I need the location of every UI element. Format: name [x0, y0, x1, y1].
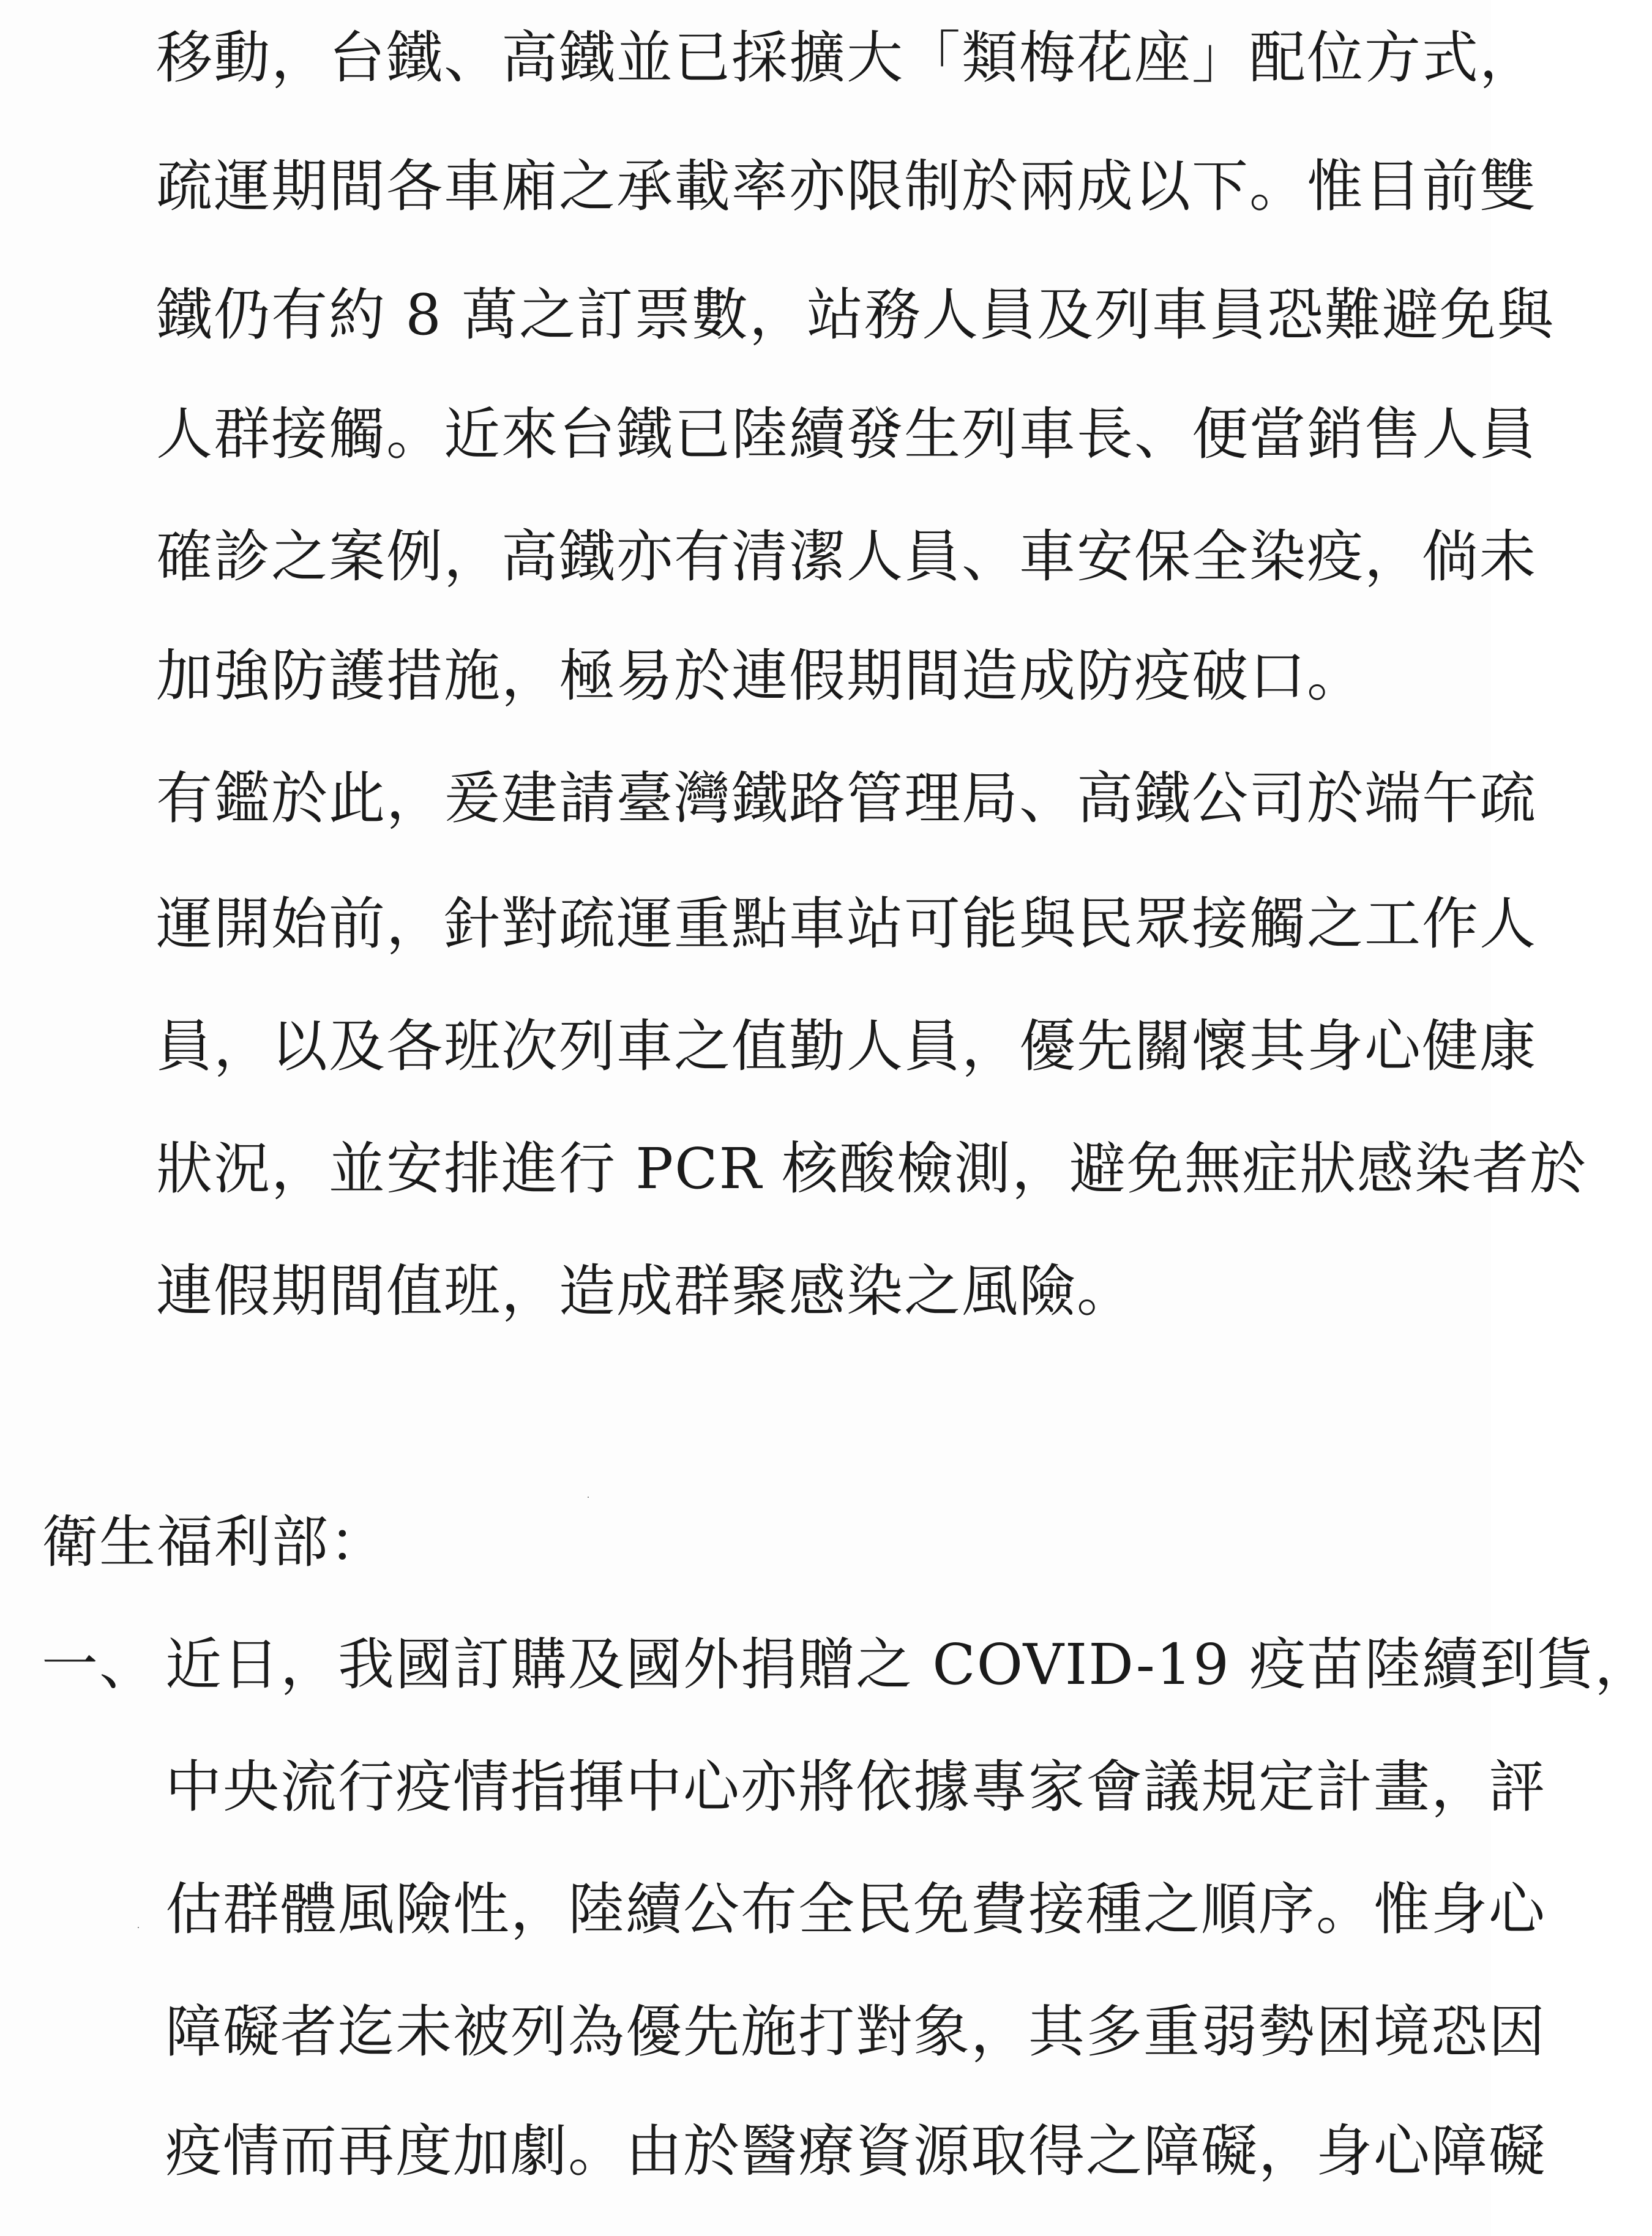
paragraph-1-line-3: 鐵仍有約 8 萬之訂票數，站務人員及列車員恐難避免與 [156, 282, 1555, 348]
paragraph-2-line-3: 員，以及各班次列車之值勤人員，優先關懷其身心健康 [156, 1014, 1538, 1079]
paragraph-1-line-1: 移動，台鐵、高鐵並已採擴大「類梅花座」配位方式， [156, 25, 1538, 91]
paragraph-2-line-2: 運開始前，針對疏運重點車站可能與民眾接觸之工作人 [156, 891, 1538, 957]
scan-speck [138, 1927, 139, 1928]
paragraph-2-line-4: 狀況，並安排進行 PCR 核酸檢測，避免無症狀感染者於 [156, 1136, 1588, 1202]
scan-speck [588, 1497, 589, 1498]
item-number: 一、 [42, 1632, 157, 1697]
section-heading: 衛生福利部： [42, 1509, 387, 1575]
paragraph-2-line-5: 連假期間值班，造成群聚感染之風險。 [156, 1258, 1135, 1324]
paragraph-1-line-4: 人群接觸。近來台鐵已陸續發生列車長、便當銷售人員 [156, 402, 1538, 467]
item-line-5: 疫情而再度加劇。由於醫療資源取得之障礙，身心障礙 [165, 2118, 1547, 2184]
item-line-1: 近日，我國訂購及國外捐贈之 COVID-19 疫苗陸續到貨， [165, 1632, 1652, 1697]
item-line-3: 估群體風險性，陸續公布全民免費接種之順序。惟身心 [165, 1877, 1547, 1942]
paragraph-2-line-1: 有鑑於此，爰建請臺灣鐵路管理局、高鐵公司於端午疏 [156, 766, 1538, 831]
paragraph-1-line-6: 加強防護措施，極易於連假期間造成防疫破口。 [156, 643, 1365, 709]
item-line-4: 障礙者迄未被列為優先施打對象，其多重弱勢困境恐因 [165, 1999, 1547, 2065]
paragraph-1-line-2: 疏運期間各車廂之承載率亦限制於兩成以下。惟目前雙 [156, 154, 1538, 219]
item-line-2: 中央流行疫情指揮中心亦將依據專家會議規定計畫，評 [165, 1754, 1547, 1820]
paragraph-1-line-5: 確診之案例，高鐵亦有清潔人員、車安保全染疫，倘未 [156, 524, 1538, 589]
